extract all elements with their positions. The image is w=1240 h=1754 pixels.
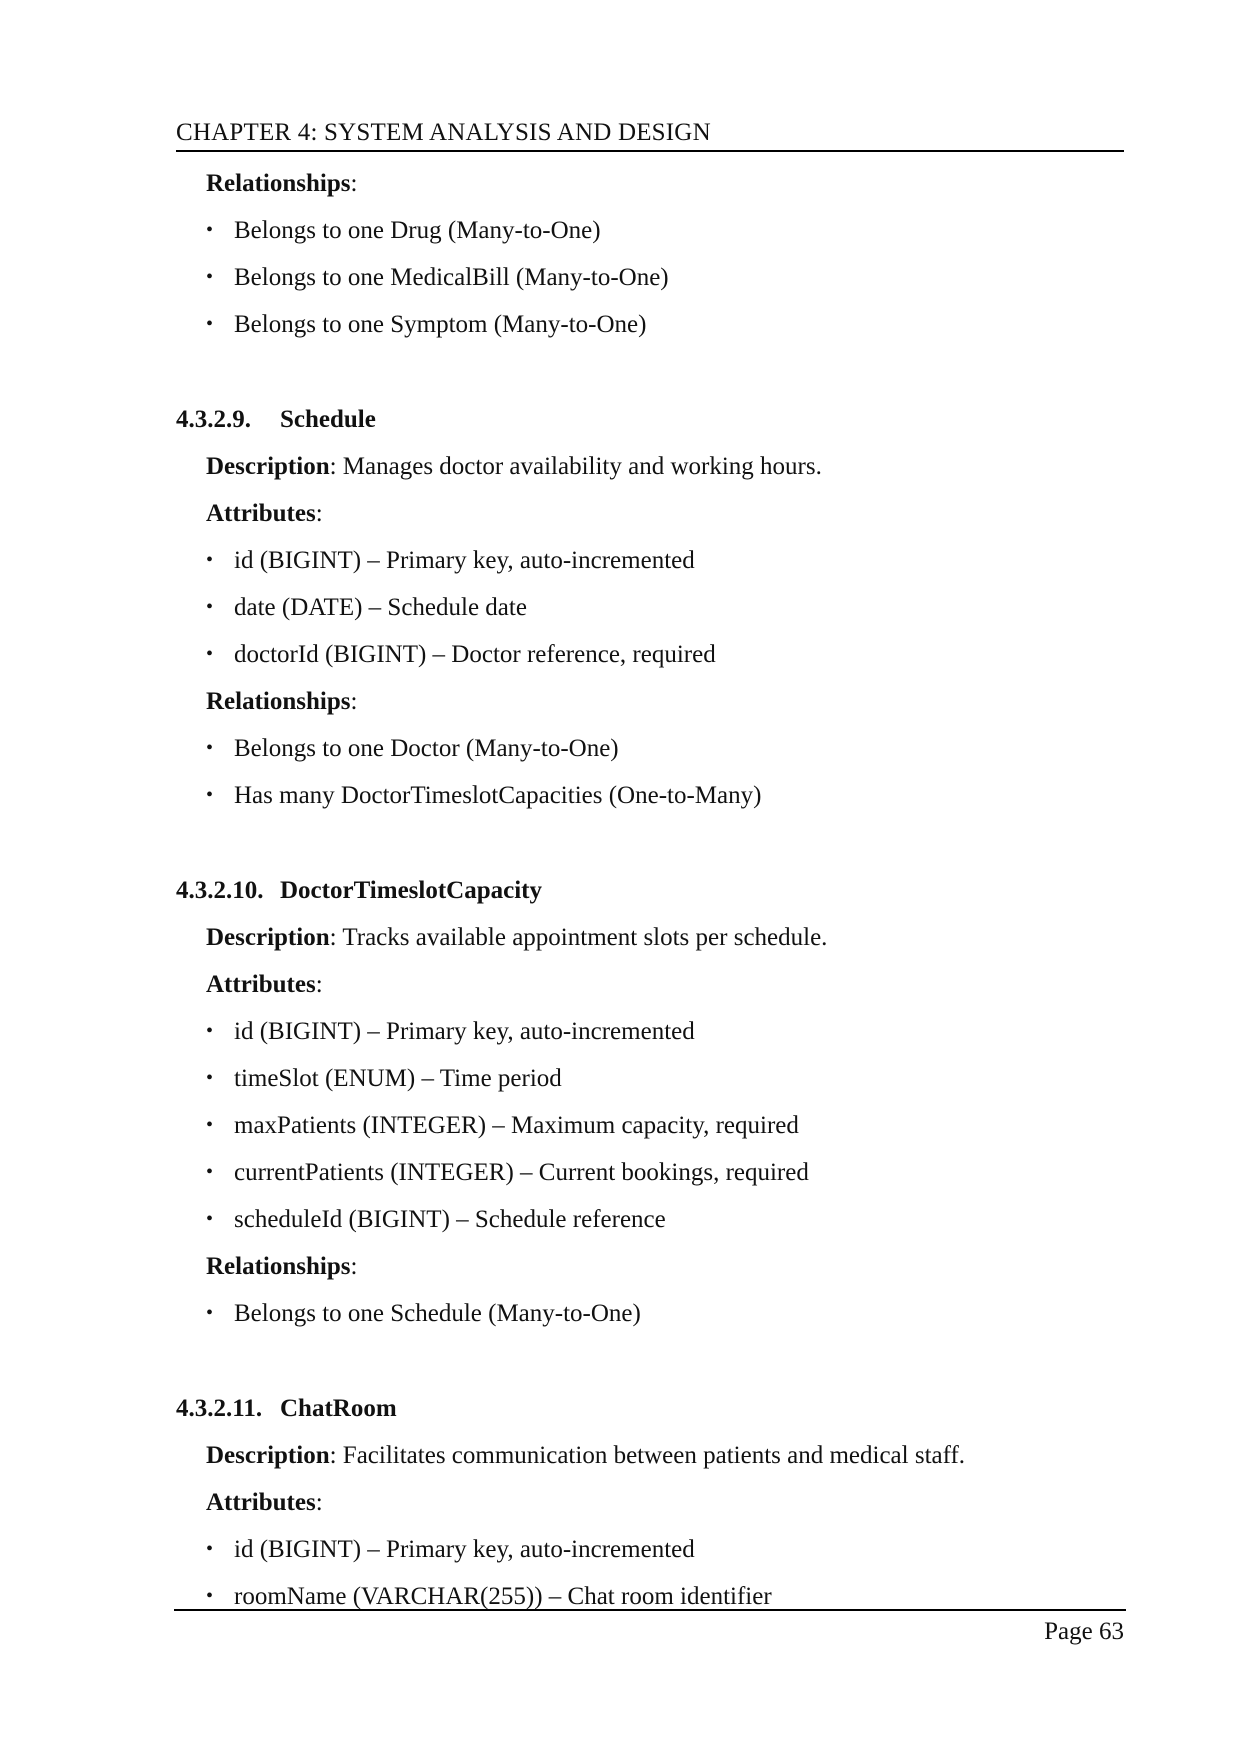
description: Description: Tracks available appointment slots per schedule. xyxy=(206,924,828,951)
list-item: • date (DATE) – Schedule date xyxy=(176,584,1124,631)
section-heading: 4.3.2.11. ChatRoom xyxy=(176,1395,397,1422)
list-item: • currentPatients (INTEGER) – Current bookings, required xyxy=(176,1149,1124,1196)
bullet-icon: • xyxy=(206,266,214,288)
bullet-icon: • xyxy=(206,1067,214,1089)
list-item: • doctorId (BIGINT) – Doctor reference, required xyxy=(176,631,1124,678)
section-doctor-timeslot-capacity xyxy=(176,867,1124,1337)
section-heading: 4.3.2.10. DoctorTimeslotCapacity xyxy=(176,877,542,904)
section-continuation xyxy=(176,160,1124,348)
list-item: • timeSlot (ENUM) – Time period xyxy=(176,1055,1124,1102)
list-item: • Belongs to one Schedule (Many-to-One) xyxy=(176,1290,1124,1337)
attributes-label: Attributes: xyxy=(206,500,323,527)
bullet-icon: • xyxy=(206,1114,214,1136)
list-item: • scheduleId (BIGINT) – Schedule reference xyxy=(176,1196,1124,1243)
list-item: • Belongs to one Symptom (Many-to-One) xyxy=(176,301,1124,348)
bullet-icon: • xyxy=(206,596,214,618)
bullet-icon: • xyxy=(206,1302,214,1324)
list-item: • id (BIGINT) – Primary key, auto-incremented xyxy=(176,1526,1124,1573)
page-content xyxy=(176,160,1124,1620)
page-footer xyxy=(174,1609,1126,1649)
list-item: • roomName (VARCHAR(255)) – Chat room identifier xyxy=(176,1573,1124,1620)
description: Description: Facilitates communication between patients and medical staff. xyxy=(206,1442,966,1469)
bullet-icon: • xyxy=(206,1585,214,1607)
description: Description: Manages doctor availability and working hours. xyxy=(206,453,822,480)
page-number: Page 63 xyxy=(1044,1618,1124,1645)
attributes-label: Attributes: xyxy=(206,1489,323,1516)
list-item: • id (BIGINT) – Primary key, auto-incremented xyxy=(176,1008,1124,1055)
chapter-title: CHAPTER 4: SYSTEM ANALYSIS AND DESIGN xyxy=(176,119,711,146)
attributes-list xyxy=(176,1526,1124,1620)
bullet-icon: • xyxy=(206,1538,214,1560)
relationships-list xyxy=(176,725,1124,819)
section-schedule xyxy=(176,396,1124,819)
list-item: • maxPatients (INTEGER) – Maximum capacity, required xyxy=(176,1102,1124,1149)
attributes-label: Attributes: xyxy=(206,971,323,998)
relationships-label: Relationships: xyxy=(206,1253,358,1280)
bullet-icon: • xyxy=(206,784,214,806)
list-item: • Belongs to one MedicalBill (Many-to-One) xyxy=(176,254,1124,301)
bullet-icon: • xyxy=(206,737,214,759)
bullet-icon: • xyxy=(206,313,214,335)
page-header xyxy=(176,118,1124,152)
bullet-icon: • xyxy=(206,549,214,571)
relationships-label: Relationships: xyxy=(206,688,358,715)
section-heading: 4.3.2.9. Schedule xyxy=(176,406,376,433)
list-item: • Belongs to one Drug (Many-to-One) xyxy=(176,207,1124,254)
relationships-list xyxy=(176,1290,1124,1337)
bullet-icon: • xyxy=(206,1020,214,1042)
bullet-icon: • xyxy=(206,1161,214,1183)
list-item: • Belongs to one Doctor (Many-to-One) xyxy=(176,725,1124,772)
relationships-label: Relationships: xyxy=(206,170,358,197)
relationships-list xyxy=(176,207,1124,348)
attributes-list xyxy=(176,1008,1124,1243)
attributes-list xyxy=(176,537,1124,678)
list-item: • Has many DoctorTimeslotCapacities (One-to-Many) xyxy=(176,772,1124,819)
bullet-icon: • xyxy=(206,219,214,241)
list-item: • id (BIGINT) – Primary key, auto-incremented xyxy=(176,537,1124,584)
bullet-icon: • xyxy=(206,643,214,665)
bullet-icon: • xyxy=(206,1208,214,1230)
section-chatroom xyxy=(176,1385,1124,1620)
